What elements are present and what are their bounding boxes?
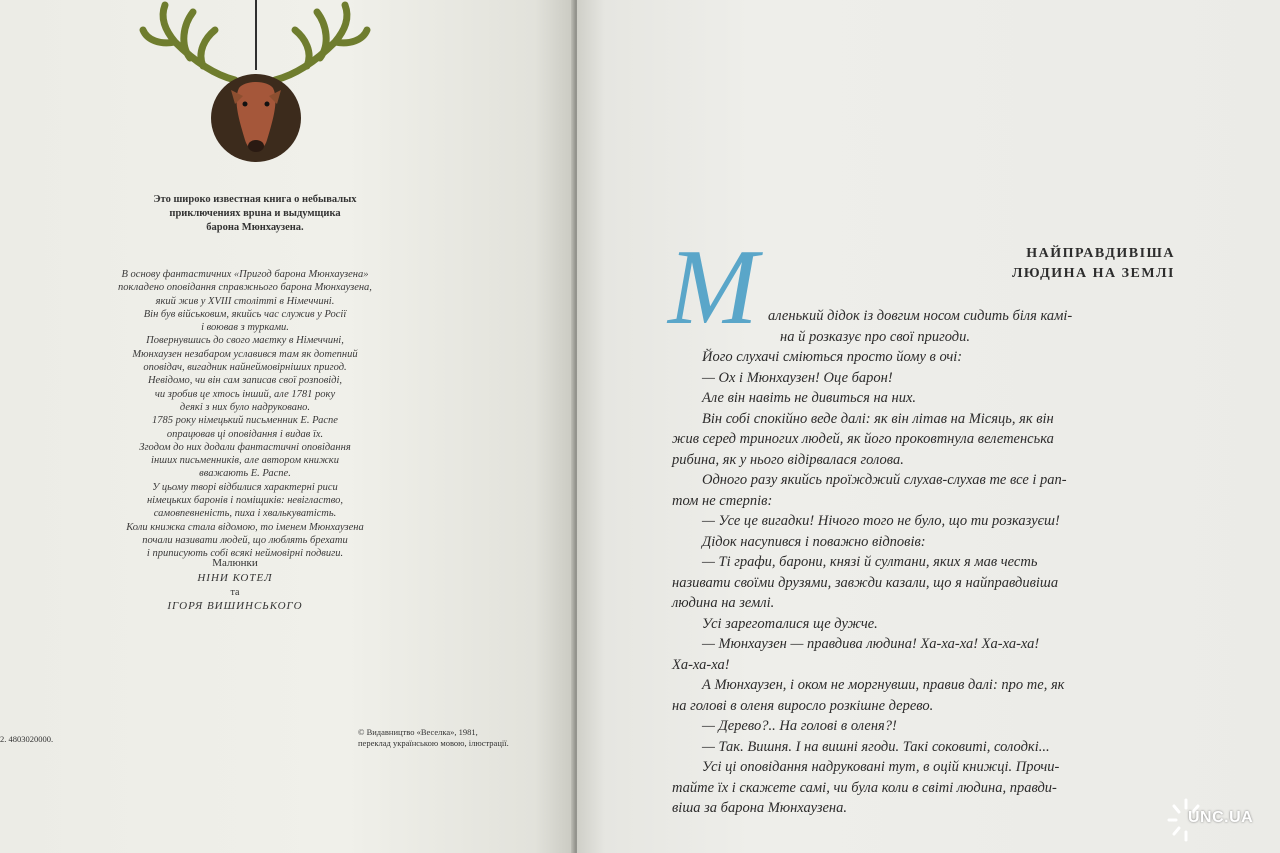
annotation-line: вважають Е. Распе. [199, 468, 291, 480]
conjunction: та [230, 587, 240, 598]
annotation-line: почали називати людей, що люблять брехати [142, 534, 348, 546]
story-line: — Усе це вигадки! Нічого того не було, що ти розказуєш! [702, 513, 1060, 529]
illustrators-credit [120, 556, 350, 614]
story-line: — Ох і Мюнхаузен! Оце барон! [702, 369, 893, 386]
annotation-line: інших письменників, але автором книжки [151, 455, 339, 467]
story-text [672, 306, 1207, 819]
annotation-line: німецьких баронів і поміщиків: невігластво, [146, 495, 344, 507]
story-line: А Мюнхаузен, і оком не моргнувши, правив далі: про те, як [702, 677, 1065, 693]
story-line: на й розказує про свої пригоди. [780, 328, 971, 345]
left-page [0, 0, 575, 853]
ru-blurb-line: Это широко известная книга о небывалых [153, 194, 357, 205]
copyright-line: переклад українською мовою, ілюстрації. [358, 738, 509, 748]
story-line: — Дерево?.. На голові в оленя?! [702, 718, 897, 734]
annotation-line: В основу фантастичних «Пригод барона Мюнхаузена» [121, 269, 369, 280]
book-annotation [60, 268, 430, 561]
story-line: — Ті графи, барони, князі й султани, яких я мав честь [702, 554, 1038, 570]
story-line: — Мюнхаузен — правдива людина! Ха-ха-ха! Ха-ха-ха! [702, 636, 1040, 652]
annotation-line: Повернувшись до свого маєтку в Німеччині, [146, 335, 344, 347]
story-line: тайте їх і скажете самі, чи була коли в світі людина, правди- [672, 779, 1057, 796]
story-line: на голові в оленя виросло розкішне дерево. [672, 697, 934, 714]
annotation-line: чи зробив це хтось інший, але 1781 року [154, 388, 336, 400]
annotation-line: У цьому творі відбилися характерні риси [152, 481, 338, 493]
story-line: рибина, як у нього відірвалася голова. [672, 451, 904, 468]
annotation-line: і воював з турками. [201, 322, 289, 334]
annotation-line: оповідач, вигадник найнеймовірніших пригод. [143, 362, 347, 374]
story-line: Ха-ха-ха! [672, 656, 730, 673]
story-line: Але він навіть не дивиться на них. [702, 390, 917, 406]
annotation-line: Коли книжка стала відомою, то іменем Мюнхаузена [126, 521, 364, 533]
ru-blurb-line: приключениях врuна и выдумщика [169, 208, 341, 219]
story-line: Усі зареготалися ще дужче. [702, 615, 878, 632]
story-line: Він собі спокійно веде далі: як він літав на Місяць, як він [702, 410, 1054, 427]
illustrator-name: ІГОРЯ ВИШИНСЬКОГО [167, 600, 303, 612]
story-line: жив серед триногих людей, як його проковтнула велетенська [672, 431, 1054, 447]
story-line: том не стерпів: [672, 492, 773, 509]
annotation-line: 1785 року німецький письменник Е. Распе [152, 415, 338, 427]
story-title [960, 244, 1175, 284]
story-line: — Так. Вишня. І на вишні ягоди. Такі соковиті, солодкі... [702, 738, 1050, 755]
annotation-line: який жив у XVIII столітті в Німеччині. [155, 295, 335, 307]
annotation-line: Він був військовим, якийсь час служив у Росії [143, 308, 347, 320]
deer-trophy-illustration [135, 0, 375, 170]
story-line: людина на землі. [672, 595, 775, 611]
copyright-notice [358, 727, 509, 749]
story-line: Усі ці оповідання надруковані тут, в оцій книжці. Прочи- [702, 759, 1060, 775]
annotation-line: деякі з них було надруковано. [179, 401, 311, 413]
catalog-code: 2. 4803020000. [0, 734, 54, 744]
illustrator-name: НІНИ КОТЕЛ [197, 572, 273, 584]
copyright-line: © Видавництво «Веселка», 1981, [358, 727, 478, 737]
title-line: ЛЮДИНА НА ЗЕМЛІ [1012, 266, 1175, 281]
annotation-line: самовпевненість, пиха і хвалькуватість. [153, 508, 337, 520]
annotation-line: покладено оповідання справжнього барона Мюнхаузена, [118, 282, 372, 294]
site-watermark [1166, 796, 1278, 844]
russian-annotation [95, 193, 415, 235]
svg-text:М: М [668, 235, 758, 335]
story-line: віша за барона Мюнхаузена. [672, 800, 847, 816]
story-line: називати своїми друзями, завжди казали, що я найправдивіша [672, 574, 1059, 591]
annotation-line: Невідомо, чи він сам записав свої розповіді, [147, 375, 343, 387]
annotation-line: і приписують собі всякі неймовірні подвиги. [146, 548, 344, 560]
story-line: Дідок насупився і поважно відповів: [702, 533, 926, 550]
story-line: Одного разу якийсь проїжджий слухав-слухав те все і рап- [702, 472, 1067, 488]
story-line: Його слухачі сміються просто йому в очі: [702, 349, 963, 365]
annotation-line: опрацював ці оповідання і видав їх. [166, 428, 324, 440]
title-line: НАЙПРАВДИВІША [1026, 246, 1175, 261]
ru-blurb-line: барона Мюнхаузена. [206, 222, 304, 233]
illustrations-label: Малюнки [212, 557, 258, 569]
watermark-text: UNC.UA [1188, 809, 1254, 826]
annotation-line: Згодом до них додали фантастичні оповідання [139, 441, 351, 453]
story-line: аленький дідок із довгим носом сидить біля камі- [768, 308, 1073, 324]
annotation-line: Мюнхаузен незабаром уславився там як дотепний [132, 348, 358, 360]
